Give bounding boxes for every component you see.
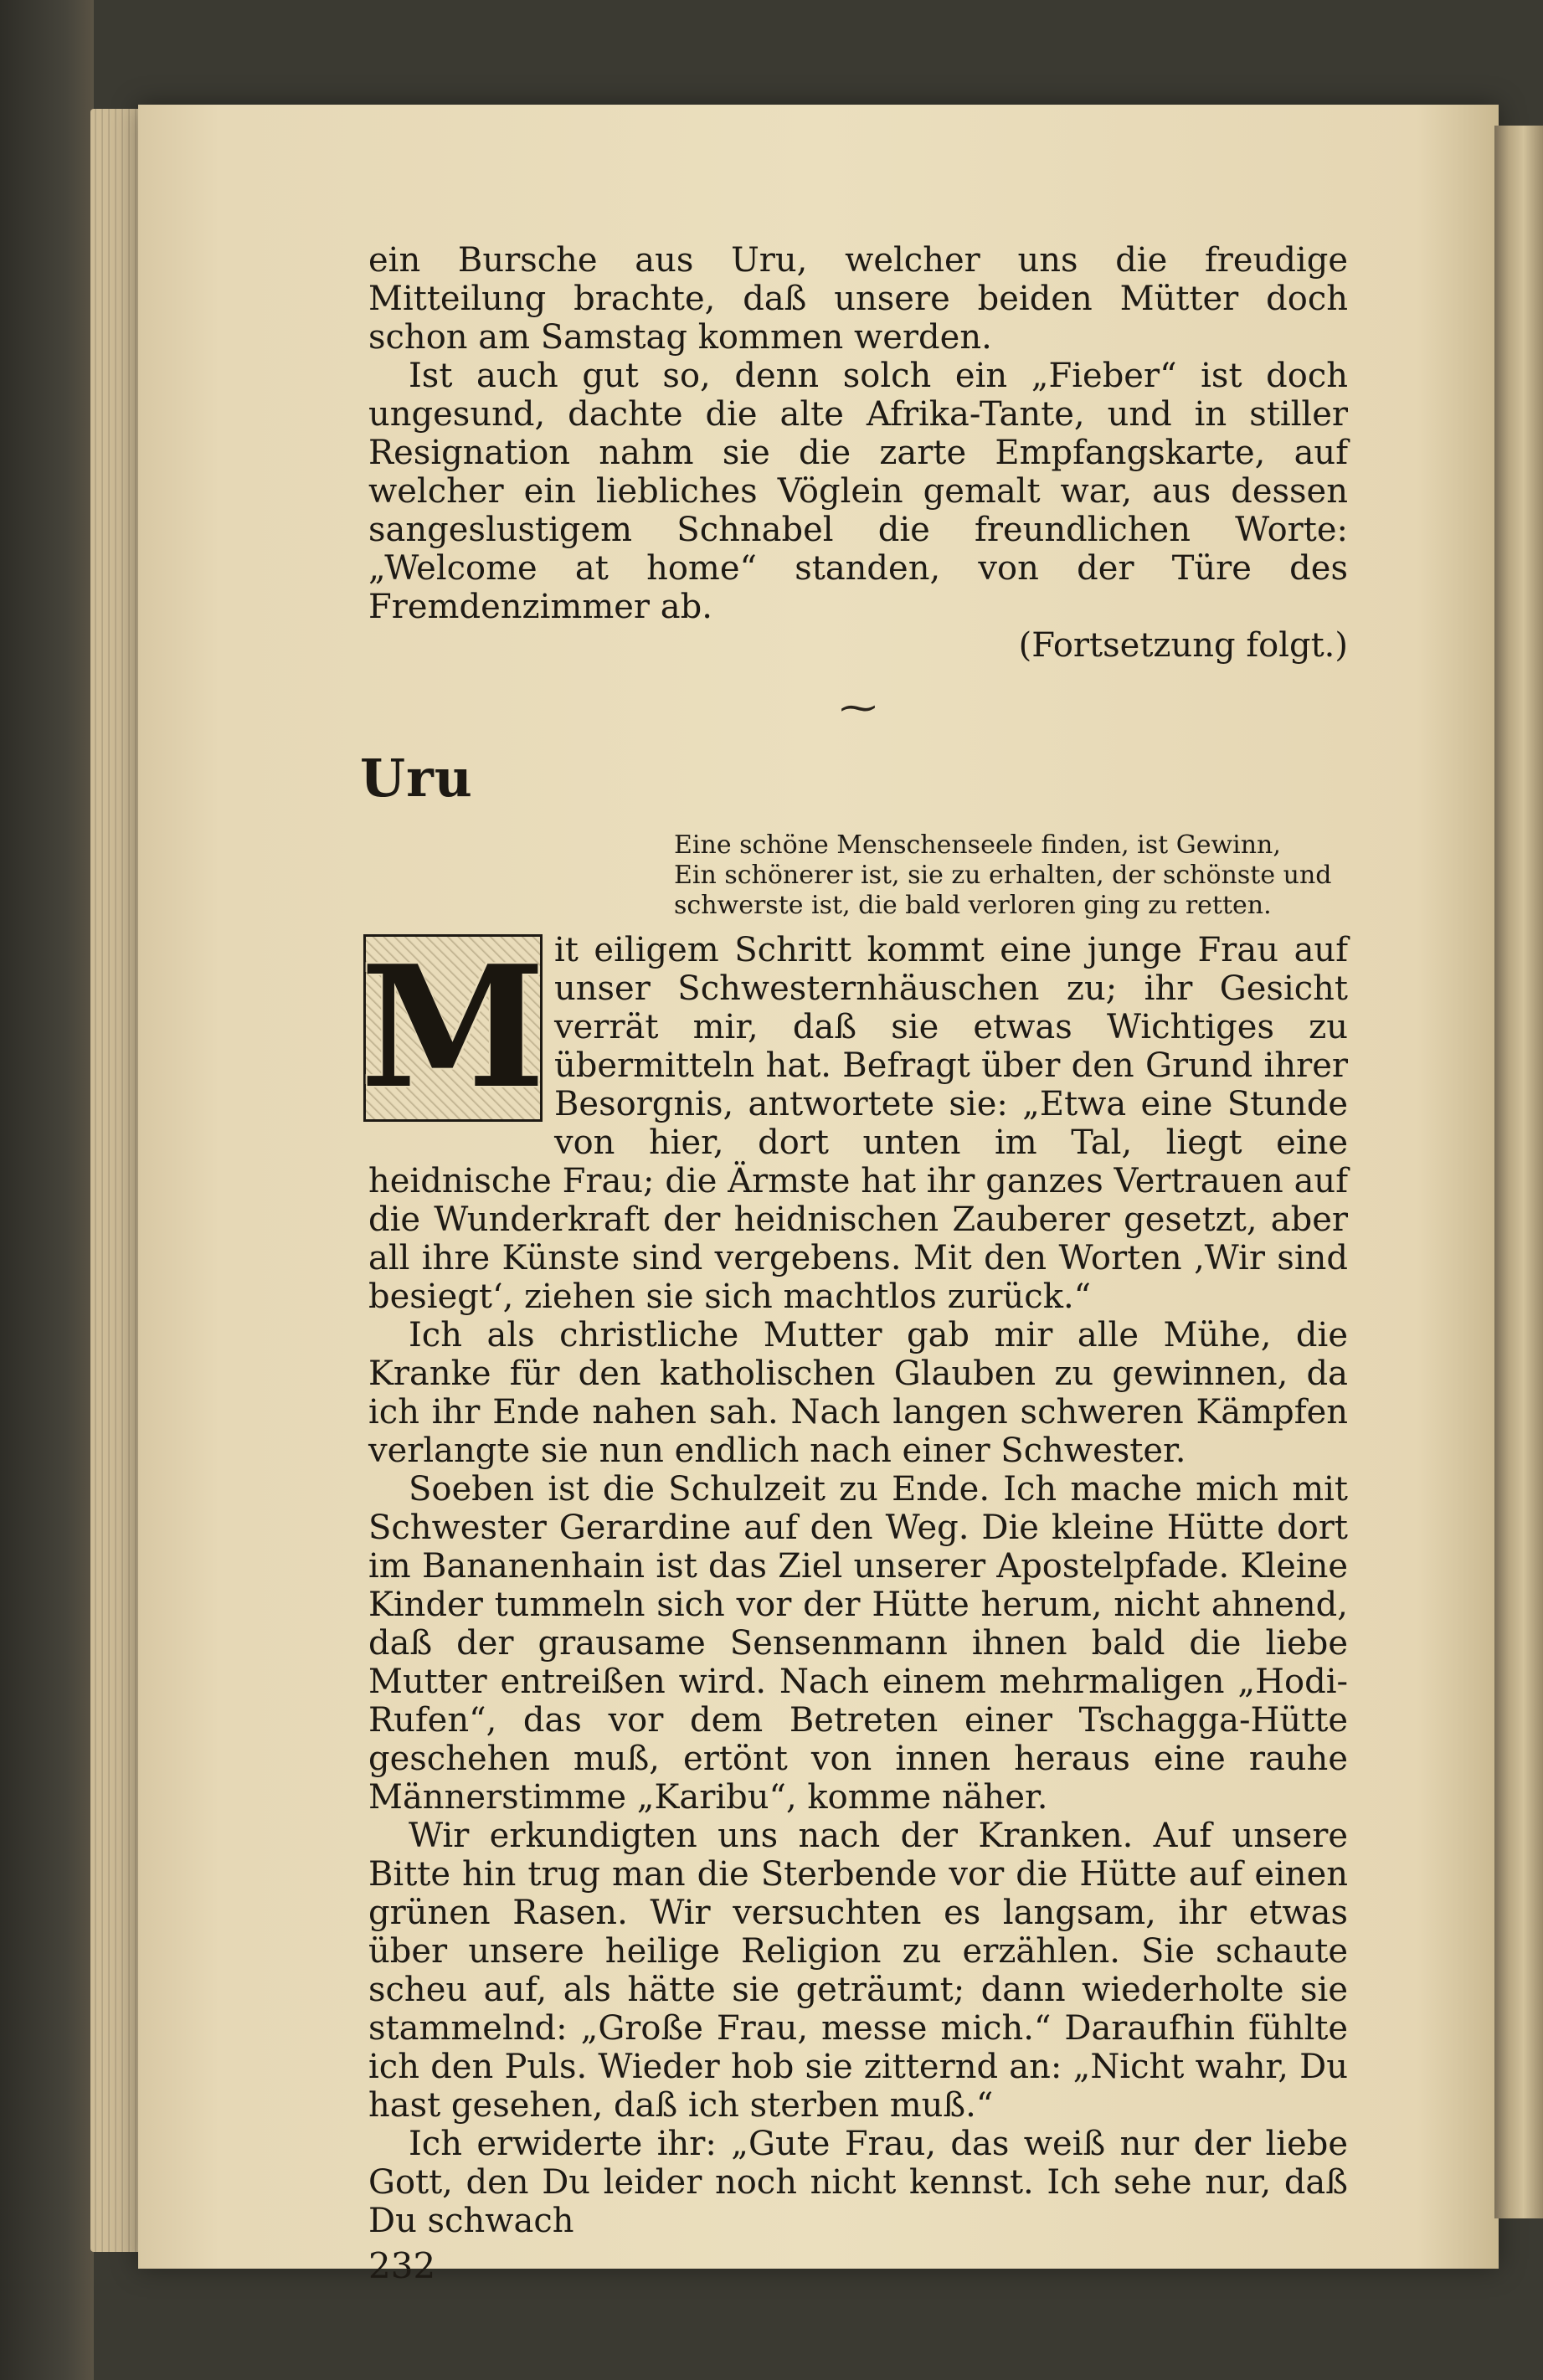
- page-content: [360, 241, 1348, 2286]
- epigraph-line: schwerste ist, die bald verloren ging zu retten.: [674, 891, 1272, 920]
- paragraph: it eiligem Schritt kommt eine junge Frau auf unser Schwesternhäuschen zu; ihr Gesicht verrät mir, daß sie etwas Wichtiges zu übermitteln hat. Befragt über den Grund ihrer Besorgnis, antwortete sie: „Etwa eine Stunde von hier, dort unten im Tal, liegt eine heidnische Frau; die Ärmste hat ihr ganzes Vertrauen auf die Wunderkraft der heidnischen Zauberer gesetzt, aber all ihre Künste sind vergebens. Mit den Worten ‚Wir sind besiegt‘, ziehen sie sich machtlos zurück.“: [368, 931, 1348, 1316]
- epigraph-line: Ein schönerer ist, sie zu erhalten, der schönste und: [674, 861, 1332, 890]
- epigraph-line: Eine schöne Menschenseele finden, ist Gewinn,: [674, 830, 1281, 860]
- paragraph: Ich erwiderte ihr: „Gute Frau, das weiß nur der liebe Gott, den Du leider noch nicht kennst. Ich sehe nur, daß Du schwach: [368, 2125, 1348, 2240]
- article-title: Uru: [360, 748, 473, 809]
- epigraph: [674, 830, 1344, 921]
- facing-page-edge: [1494, 126, 1543, 2218]
- page-number: 232: [368, 2245, 436, 2286]
- paragraph: Ich als christliche Mutter gab mir alle Mühe, die Kranke für den katholischen Glauben zu gewinnen, da ich ihr Ende nahen sah. Nach langen schweren Kämpfen verlangte sie nun endlich nach einer Schwester.: [368, 1316, 1348, 1470]
- continued-line: [368, 626, 1348, 665]
- initial-letter: M: [360, 929, 546, 1126]
- decorative-initial: [360, 929, 546, 1126]
- paragraph: Soeben ist die Schulzeit zu Ende. Ich mache mich mit Schwester Gerardine auf den Weg. Die kleine Hütte dort im Bananenhain ist das Ziel unserer Apostelpfade. Kleine Kinder tummeln sich vor der Hütte herum, nicht ahnend, daß der grausame Sensenmann ihnen bald die liebe Mutter entreißen wird. Nach einem mehrmaligen „Hodi-Rufen“, das vor dem Betreten einer Tschagga-Hütte geschehen muß, ertönt von innen heraus eine rauhe Männerstimme „Karibu“, komme näher.: [368, 1470, 1348, 1817]
- continued-note: (Fortsetzung folgt.): [1018, 626, 1348, 665]
- intro-paragraph: ein Bursche aus Uru, welcher uns die freudige Mitteilung brachte, daß unsere beiden Mütter doch schon am Samstag kommen werden.: [368, 241, 1348, 357]
- section-ornament: ⁓: [840, 686, 877, 729]
- book-spine: [0, 0, 94, 2380]
- paragraph: Wir erkundigten uns nach der Kranken. Auf unsere Bitte hin trug man die Sterbende vor die Hütte auf einen grünen Rasen. Wir versuchten es langsam, ihr etwas über unsere heilige Religion zu erzählen. Sie schaute scheu auf, als hätte sie geträumt; dann wiederholte sie stammelnd: „Große Frau, messe mich.“ Daraufhin fühlte ich den Puls. Wieder hob sie zitternd an: „Nicht wahr, Du hast gesehen, daß ich sterben muß.“: [368, 1817, 1348, 2125]
- article-body: [360, 929, 1348, 2240]
- paragraph: Ist auch gut so, denn solch ein „Fieber“ ist doch ungesund, dachte die alte Afrika-Tante, und in stiller Resignation nahm sie die zarte Empfangskarte, auf welcher ein liebliches Vöglein gemalt war, aus dessen sangeslustigem Schnabel die freundlichen Worte: „Welcome at home“ standen, von der Türe des Fremdenzimmer ab.: [368, 357, 1348, 626]
